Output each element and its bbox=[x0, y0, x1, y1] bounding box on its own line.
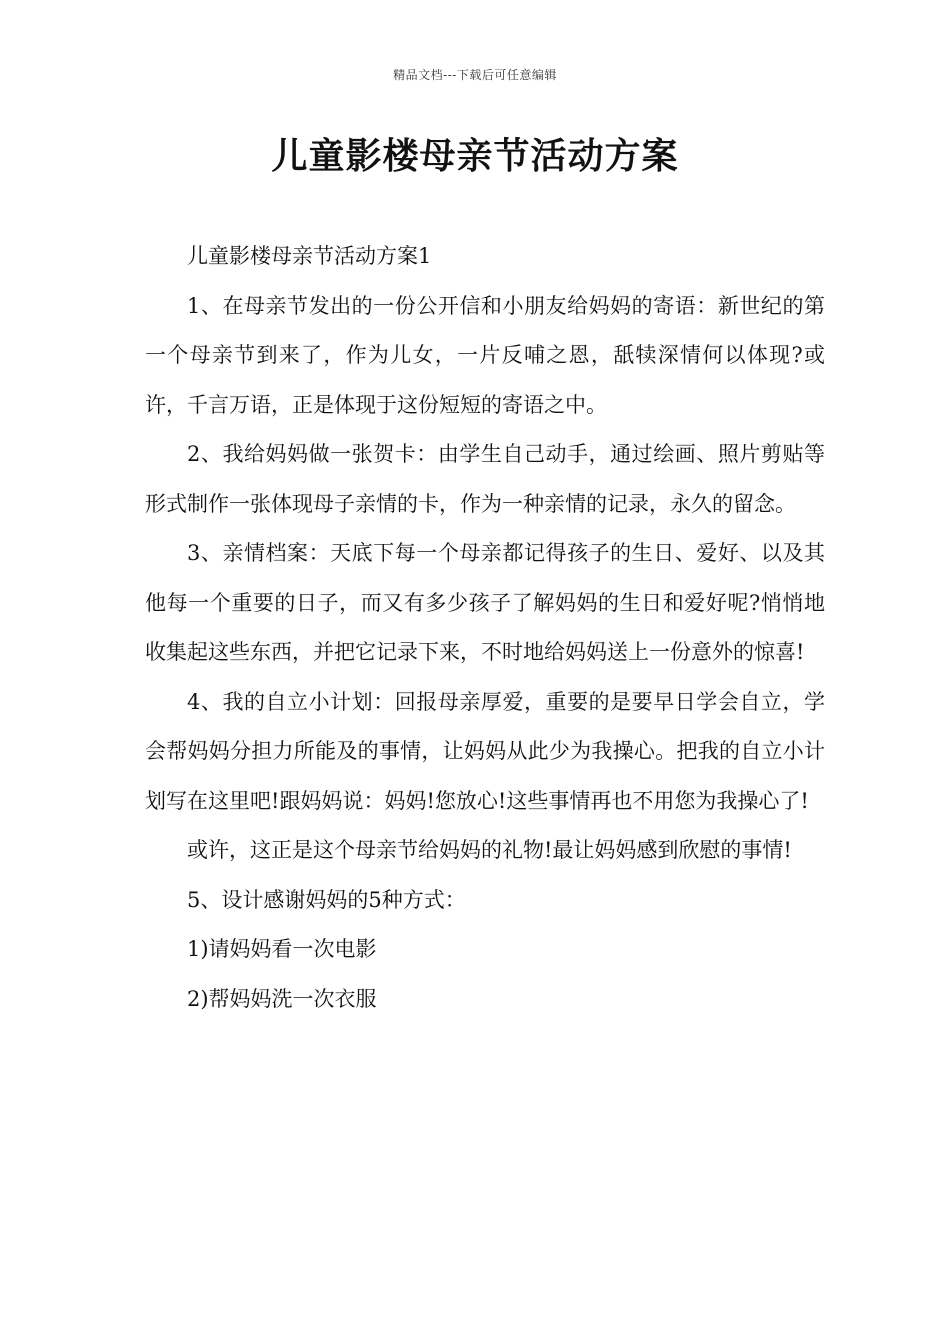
paragraph-item-2: 2、我给妈妈做一张贺卡：由学生自己动手，通过绘画、照片剪贴等形式制作一张体现母子亲情的卡，作为一种亲情的记录，永久的留念。 bbox=[145, 442, 825, 516]
list-item-movie: 1)请妈妈看一次电影 bbox=[187, 937, 377, 961]
paragraph-summary: 或许，这正是这个母亲节给妈妈的礼物!最让妈妈感到欣慰的事情! bbox=[187, 838, 792, 862]
paragraph-item-4: 4、我的自立小计划：回报母亲厚爱，重要的是要早日学会自立，学会帮妈妈分担力所能及的事情，让妈妈从此少为我操心。把我的自立小计划写在这里吧!跟妈妈说：妈妈!您放心!这些事情再也不用您为我操心了! bbox=[145, 689, 825, 813]
paragraph-item-1: 1、在母亲节发出的一份公开信和小朋友给妈妈的寄语：新世纪的第一个母亲节到来了，作为儿女，一片反哺之恩，舐犊深情何以体现?或许，千言万语，正是体现于这份短短的寄语之中。 bbox=[145, 293, 825, 417]
paragraph-item-3: 3、亲情档案：天底下每一个母亲都记得孩子的生日、爱好、以及其他每一个重要的日子，而又有多少孩子了解妈妈的生日和爱好呢?悄悄地收集起这些东西，并把它记录下来，不时地给妈妈送上一份意外的惊喜! bbox=[145, 541, 825, 664]
document-body bbox=[145, 232, 825, 1024]
list-item-laundry: 2)帮妈妈洗一次衣服 bbox=[187, 986, 377, 1011]
paragraph-subtitle: 儿童影楼母亲节活动方案1 bbox=[187, 244, 432, 268]
document-title: 儿童影楼母亲节活动方案 bbox=[271, 135, 679, 177]
header-note: 精品文档---下载后可任意编辑 bbox=[393, 68, 557, 82]
paragraph-item-5: 5、设计感谢妈妈的5种方式： bbox=[187, 887, 466, 912]
